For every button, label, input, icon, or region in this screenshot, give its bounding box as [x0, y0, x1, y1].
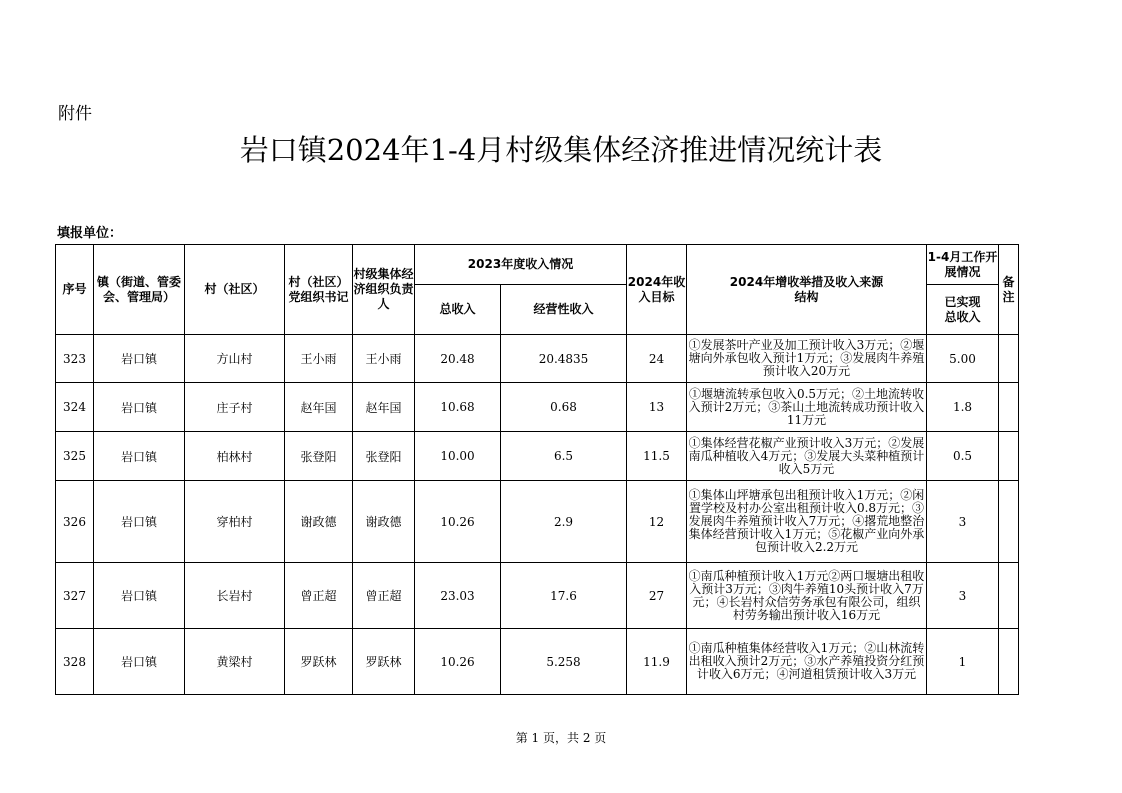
cell-operating-income: 20.4835	[501, 335, 627, 383]
cell-village: 柏林村	[185, 432, 285, 481]
header-measures: 2024年增收举措及收入来源结构	[687, 245, 927, 335]
cell-secretary: 谢政德	[285, 481, 353, 563]
cell-seq: 327	[56, 563, 94, 629]
cell-total-income: 23.03	[415, 563, 501, 629]
cell-measures: ①发展茶叶产业及加工预计收入3万元；②堰塘向外承包收入预计1万元；③发展肉牛养殖预计收入20万元	[687, 335, 927, 383]
cell-leader: 罗跃林	[353, 629, 415, 695]
cell-operating-income: 6.5	[501, 432, 627, 481]
cell-realized: 3	[927, 481, 999, 563]
cell-seq: 326	[56, 481, 94, 563]
cell-realized: 5.00	[927, 335, 999, 383]
table-row	[56, 335, 1019, 383]
table-row	[56, 629, 1019, 695]
cell-realized: 0.5	[927, 432, 999, 481]
cell-town: 岩口镇	[94, 335, 185, 383]
cell-measures: ①堰塘流转承包收入0.5万元；②土地流转收入预计2万元；③茶山土地流转成功预计收入11万元	[687, 383, 927, 432]
cell-target: 12	[627, 481, 687, 563]
cell-operating-income: 17.6	[501, 563, 627, 629]
statistics-table	[55, 244, 1019, 695]
cell-target: 27	[627, 563, 687, 629]
cell-target: 13	[627, 383, 687, 432]
table-row	[56, 481, 1019, 563]
header-leader: 村级集体经济组织负责人	[353, 245, 415, 335]
cell-target: 11.5	[627, 432, 687, 481]
header-income-2023: 2023年度收入情况	[415, 245, 627, 285]
cell-village: 长岩村	[185, 563, 285, 629]
table-row	[56, 563, 1019, 629]
cell-measures: ①南瓜种植预计收入1万元②两口堰塘出租收入预计3万元；③肉牛养殖10头预计收入7万元；④长岩村众信劳务承包有限公司，组织村劳务输出预计收入16万元	[687, 563, 927, 629]
cell-total-income: 10.26	[415, 481, 501, 563]
header-realized: 已实现总收入	[927, 285, 999, 335]
cell-village: 黄梁村	[185, 629, 285, 695]
cell-seq: 324	[56, 383, 94, 432]
cell-leader: 赵年国	[353, 383, 415, 432]
cell-village: 穿柏村	[185, 481, 285, 563]
cell-total-income: 10.26	[415, 629, 501, 695]
cell-leader: 王小雨	[353, 335, 415, 383]
cell-operating-income: 5.258	[501, 629, 627, 695]
attachment-label: 附件	[58, 104, 92, 124]
cell-realized: 1.8	[927, 383, 999, 432]
header-target-2024: 2024年收入目标	[627, 245, 687, 335]
cell-operating-income: 2.9	[501, 481, 627, 563]
cell-remarks	[999, 629, 1019, 695]
cell-measures: ①南瓜种植集体经营收入1万元；②山林流转出租收入预计2万元；③水产养殖投资分红预计收入6万元；④河道租赁预计收入3万元	[687, 629, 927, 695]
table-row	[56, 383, 1019, 432]
cell-secretary: 罗跃林	[285, 629, 353, 695]
fill-unit-label: 填报单位：	[57, 226, 123, 241]
cell-seq: 328	[56, 629, 94, 695]
cell-total-income: 10.00	[415, 432, 501, 481]
cell-operating-income: 0.68	[501, 383, 627, 432]
header-seq: 序号	[56, 245, 94, 335]
cell-town: 岩口镇	[94, 432, 185, 481]
cell-village: 方山村	[185, 335, 285, 383]
cell-seq: 323	[56, 335, 94, 383]
header-town: 镇（街道、管委会、管理局）	[94, 245, 185, 335]
cell-secretary: 王小雨	[285, 335, 353, 383]
cell-remarks	[999, 383, 1019, 432]
cell-remarks	[999, 335, 1019, 383]
header-total-income: 总收入	[415, 285, 501, 335]
cell-remarks	[999, 563, 1019, 629]
header-operating-income: 经营性收入	[501, 285, 627, 335]
cell-target: 11.9	[627, 629, 687, 695]
page-footer: 第 1 页，共 2 页	[515, 731, 607, 745]
cell-secretary: 张登阳	[285, 432, 353, 481]
cell-total-income: 20.48	[415, 335, 501, 383]
cell-secretary: 赵年国	[285, 383, 353, 432]
header-village: 村（社区）	[185, 245, 285, 335]
cell-seq: 325	[56, 432, 94, 481]
cell-realized: 1	[927, 629, 999, 695]
cell-measures: ①集体经营花椒产业预计收入3万元；②发展南瓜种植收入4万元；③发展大头菜种植预计收入5万元	[687, 432, 927, 481]
cell-town: 岩口镇	[94, 383, 185, 432]
cell-secretary: 曾正超	[285, 563, 353, 629]
cell-town: 岩口镇	[94, 481, 185, 563]
table-row	[56, 432, 1019, 481]
header-progress: 1-4月工作开展情况	[927, 245, 999, 285]
page-title: 岩口镇2024年1-4月村级集体经济推进情况统计表	[239, 133, 883, 167]
header-secretary: 村（社区）党组织书记	[285, 245, 353, 335]
cell-leader: 张登阳	[353, 432, 415, 481]
header-remarks: 备注	[999, 245, 1019, 335]
cell-realized: 3	[927, 563, 999, 629]
cell-town: 岩口镇	[94, 629, 185, 695]
cell-remarks	[999, 481, 1019, 563]
cell-leader: 曾正超	[353, 563, 415, 629]
cell-village: 庄子村	[185, 383, 285, 432]
cell-measures: ①集体山坪塘承包出租预计收入1万元；②闲置学校及村办公室出租预计收入0.8万元；③发展肉牛养殖预计收入7万元；④撂荒地整治集体经营预计收入1万元；⑤花椒产业向外承包预计收入2.2万元	[687, 481, 927, 563]
cell-town: 岩口镇	[94, 563, 185, 629]
cell-target: 24	[627, 335, 687, 383]
cell-remarks	[999, 432, 1019, 481]
cell-leader: 谢政德	[353, 481, 415, 563]
cell-total-income: 10.68	[415, 383, 501, 432]
